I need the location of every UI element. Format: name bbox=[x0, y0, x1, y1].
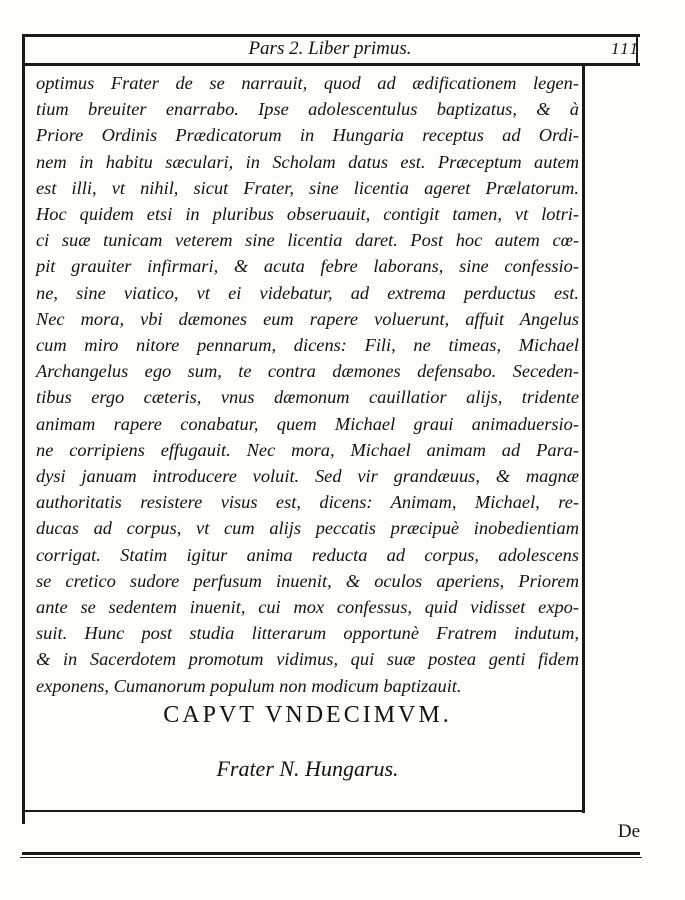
text-line: tibus ergo cæteris, vnus dæmonum cauillatior alijs, tridente bbox=[36, 387, 579, 408]
text-line: Priore Ordinis Prædicatorum in Hungaria receptus ad Ordi- bbox=[36, 125, 579, 146]
text-line: ne, sine viatico, vt ei videbatur, ad extrema perductus est. bbox=[36, 282, 579, 303]
catchword: De bbox=[617, 821, 640, 842]
text-line: dysi januam introducere voluit. Sed vir grandæuus, & magnæ bbox=[36, 466, 579, 487]
text-line: authoritatis resistere visus est, dicens: Animam, Michael, re- bbox=[36, 492, 579, 513]
text-line: corrigat. Statim igitur anima reducta ad corpus, adolescens bbox=[36, 544, 579, 565]
text-line: exponens, Cumanorum populum non modicum baptizauit. bbox=[36, 675, 462, 696]
text-line: & in Sacerdotem promotum vidimus, qui suæ postea genti fidem bbox=[36, 649, 579, 670]
text-line: ci suæ tunicam veterem sine licentia daret. Post hoc autem cœ- bbox=[36, 230, 579, 251]
chapter-title: CAPVT VNDECIMVM. bbox=[163, 702, 452, 728]
bottom-rule bbox=[22, 852, 640, 855]
chapter-subtitle: Frater N. Hungarus. bbox=[216, 756, 399, 781]
page-number: 111 bbox=[611, 39, 640, 58]
body-text bbox=[36, 70, 579, 699]
text-line: ne corripiens effugauit. Nec mora, Michael animam ad Para- bbox=[36, 439, 579, 460]
bottom-rule-thin bbox=[20, 857, 642, 858]
text-line: animam rapere conabatur, quem Michael graui animaduersio- bbox=[36, 413, 579, 434]
text-block-bottom-rule bbox=[22, 810, 584, 812]
text-line: nem in habitu sæculari, in Scholam datus est. Præceptum autem bbox=[36, 151, 579, 172]
text-line: ante se sedentem inuenit, cui mox confessus, quid vidisset expo- bbox=[36, 597, 579, 618]
text-line: pit grauiter infirmari, & acuta febre laborans, sine confessio- bbox=[36, 256, 579, 277]
text-line: cum miro nitore pennarum, dicens: Fili, ne timeas, Michael bbox=[36, 335, 579, 356]
text-line: Archangelus ego sum, te contra dæmones defensabo. Seceden- bbox=[36, 361, 579, 382]
text-line: se cretico sudore perfusum inuenit, & oculos aperiens, Priorem bbox=[36, 570, 579, 591]
header-rule bbox=[22, 63, 640, 66]
text-line: Nec mora, vbi dæmones eum rapere voluerunt, affuit Angelus bbox=[36, 308, 579, 329]
text-line: est illi, vt nihil, sicut Frater, sine licentia ageret Prælatorum. bbox=[36, 177, 579, 198]
text-line: Hoc quidem etsi in pluribus obseruauit, contigit tamen, vt lotri- bbox=[36, 204, 579, 225]
text-line: suit. Hunc post studia litterarum opportunè Fratrem indutum, bbox=[36, 623, 579, 644]
running-head: Pars 2. Liber primus. bbox=[248, 38, 412, 59]
text-line: ducas ad corpus, vt cum alijs peccatis præcipuè inobedientiam bbox=[36, 518, 579, 539]
left-border-rule bbox=[22, 34, 25, 824]
text-line: optimus Frater de se narrauit, quod ad ædificationem legen- bbox=[36, 73, 579, 93]
right-border-rule bbox=[582, 63, 585, 813]
text-line: tium breuiter enarrabo. Ipse adolescentulus baptizatus, & à bbox=[36, 99, 579, 120]
